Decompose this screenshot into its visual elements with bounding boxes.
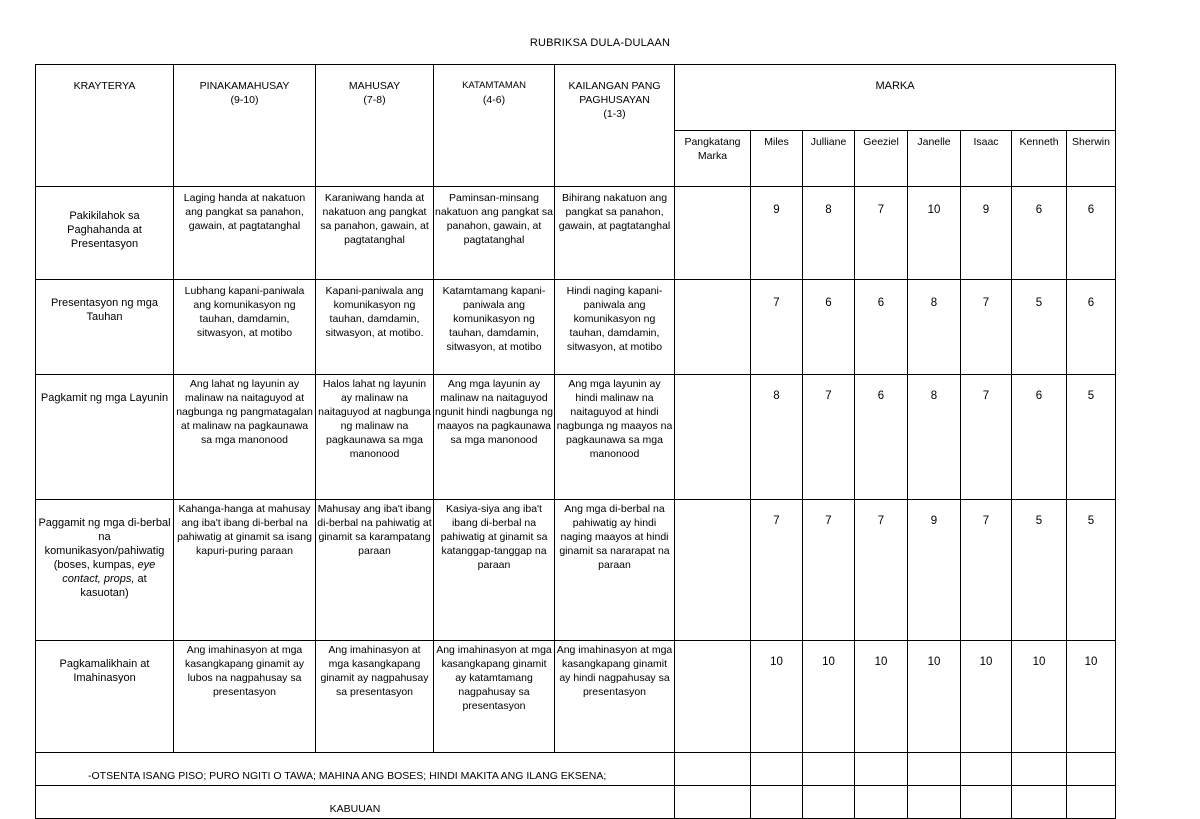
descriptor-cell: Lubhang kapani-paniwala ang komunikasyon ng tauhan, damdamin, sitwasyon, at motibo xyxy=(174,280,316,375)
score-cell: 5 xyxy=(1067,500,1116,641)
score-cell: 8 xyxy=(908,280,961,375)
descriptor-cell: Halos lahat ng layunin ay malinaw na naitaguyod at nagbunga ng malinaw na pagkaunawa sa mga manonood xyxy=(316,375,434,500)
score-cell: 6 xyxy=(1012,187,1067,280)
score-cell: 7 xyxy=(855,500,908,641)
criterion-cell: Presentasyon ng mga Tauhan xyxy=(36,280,174,375)
score-cell: 5 xyxy=(1012,500,1067,641)
student-header: Kenneth xyxy=(1012,131,1067,187)
descriptor-cell: Kasiya-siya ang iba't ibang di-berbal na pahiwatig at ginamit sa katanggap-tanggap na paraan xyxy=(434,500,555,641)
score-cell: 8 xyxy=(803,187,855,280)
descriptor-cell: Ang imahinasyon at mga kasangkapang ginamit ay nagpahusay sa presentasyon xyxy=(316,641,434,753)
score-cell: 7 xyxy=(803,375,855,500)
level-header-katamtaman: KATAMTAMAN (4-6) xyxy=(434,65,555,187)
score-cell: 9 xyxy=(961,187,1012,280)
total-row xyxy=(36,786,1116,819)
student-header: Geeziel xyxy=(855,131,908,187)
empty-cell xyxy=(1067,753,1116,786)
level-header-kailangan: KAILANGAN PANG PAGHUSAYAN (1-3) xyxy=(555,65,675,187)
score-cell: 10 xyxy=(908,641,961,753)
score-cell: 6 xyxy=(1067,280,1116,375)
score-cell: 6 xyxy=(855,375,908,500)
criterion-cell: Pakikilahok sa Paghahanda at Presentasyon xyxy=(36,187,174,280)
descriptor-cell: Ang mga layunin ay malinaw na naitaguyod ngunit hindi nagbunga ng maayos na pagkaunawa sa mga manonood xyxy=(434,375,555,500)
group-score-cell xyxy=(675,500,751,641)
level-header-pinakamahusay: PINAKAMAHUSAY (9-10) xyxy=(174,65,316,187)
table-row xyxy=(36,500,1116,641)
score-cell: 10 xyxy=(1067,641,1116,753)
descriptor-cell: Karaniwang handa at nakatuon ang pangkat sa panahon, gawain, at pagtatanghal xyxy=(316,187,434,280)
table-row xyxy=(36,641,1116,753)
score-cell: 6 xyxy=(803,280,855,375)
score-cell: 7 xyxy=(961,280,1012,375)
page-title: RUBRIKSA DULA-DULAAN xyxy=(529,37,671,49)
score-cell: 5 xyxy=(1012,280,1067,375)
descriptor-cell: Kahanga-hanga at mahusay ang iba't ibang di-berbal na pahiwatig at ginamit sa isang kapuri-puring paraan xyxy=(174,500,316,641)
total-label: KABUUAN xyxy=(36,786,675,819)
empty-cell xyxy=(961,753,1012,786)
descriptor-cell: Laging handa at nakatuon ang pangkat sa panahon, gawain, at pagtatanghal xyxy=(174,187,316,280)
empty-cell xyxy=(908,753,961,786)
score-cell: 6 xyxy=(1012,375,1067,500)
descriptor-cell: Kapani-paniwala ang komunikasyon ng tauhan, damdamin, sitwasyon, at motibo. xyxy=(316,280,434,375)
score-cell: 9 xyxy=(751,187,803,280)
group-score-header: Pangkatang Marka xyxy=(675,131,751,187)
criteria-header: KRAYTERYA xyxy=(36,65,174,187)
empty-cell xyxy=(1067,786,1116,819)
descriptor-cell: Ang mga layunin ay hindi malinaw na naitaguyod at hindi nagbunga ng maayos na pagkaunawa sa mga manonood xyxy=(555,375,675,500)
score-cell: 10 xyxy=(803,641,855,753)
header-row xyxy=(36,65,1116,131)
empty-cell xyxy=(1012,753,1067,786)
descriptor-cell: Ang lahat ng layunin ay malinaw na naitaguyod at nagbunga ng pangmatagalan at malinaw na pagkaunawa sa mga manonood xyxy=(174,375,316,500)
score-cell: 10 xyxy=(961,641,1012,753)
descriptor-cell: Paminsan-minsang nakatuon ang pangkat sa panahon, gawain, at pagtatanghal xyxy=(434,187,555,280)
score-cell: 6 xyxy=(1067,187,1116,280)
note-cell: -OTSENTA ISANG PISO; PURO NGITI O TAWA; MAHINA ANG BOSES; HINDI MAKITA ANG ILANG EKSENA; xyxy=(36,753,675,786)
score-cell: 10 xyxy=(855,641,908,753)
descriptor-cell: Ang mga di-berbal na pahiwatig ay hindi naging maayos at hindi ginamit sa nararapat na paraan xyxy=(555,500,675,641)
empty-cell xyxy=(751,786,803,819)
criterion-cell: Paggamit ng mga di-berbal na komunikasyon/pahiwatig (boses, kumpas, eye contact, props, at kasuotan) xyxy=(36,500,174,641)
criterion-cell: Pagkamalikhain at Imahinasyon xyxy=(36,641,174,753)
empty-cell xyxy=(675,753,751,786)
empty-cell xyxy=(961,786,1012,819)
note-row xyxy=(36,753,1116,786)
student-header: Miles xyxy=(751,131,803,187)
score-cell: 7 xyxy=(855,187,908,280)
score-cell: 7 xyxy=(751,280,803,375)
score-cell: 5 xyxy=(1067,375,1116,500)
student-header: Isaac xyxy=(961,131,1012,187)
descriptor-cell: Mahusay ang iba't ibang di-berbal na pahiwatig at ginamit sa karampatang paraan xyxy=(316,500,434,641)
group-score-cell xyxy=(675,375,751,500)
empty-cell xyxy=(803,753,855,786)
level-header-mahusay: MAHUSAY (7-8) xyxy=(316,65,434,187)
score-cell: 8 xyxy=(751,375,803,500)
score-cell: 6 xyxy=(855,280,908,375)
score-cell: 7 xyxy=(803,500,855,641)
descriptor-cell: Ang imahinasyon at mga kasangkapang ginamit ay katamtamang nagpahusay sa presentasyon xyxy=(434,641,555,753)
empty-cell xyxy=(855,753,908,786)
table-row xyxy=(36,187,1116,280)
empty-cell xyxy=(855,786,908,819)
student-header: Janelle xyxy=(908,131,961,187)
empty-cell xyxy=(803,786,855,819)
table-row xyxy=(36,375,1116,500)
empty-cell xyxy=(751,753,803,786)
descriptor-cell: Katamtamang kapani-paniwala ang komunikasyon ng tauhan, damdamin, sitwasyon, at motibo xyxy=(434,280,555,375)
descriptor-cell: Hindi naging kapani-paniwala ang komunikasyon ng tauhan, damdamin, sitwasyon, at motibo xyxy=(555,280,675,375)
score-cell: 7 xyxy=(961,500,1012,641)
score-cell: 10 xyxy=(751,641,803,753)
descriptor-cell: Ang imahinasyon at mga kasangkapang ginamit ay hindi nagpahusay sa presentasyon xyxy=(555,641,675,753)
student-header: Julliane xyxy=(803,131,855,187)
group-score-cell xyxy=(675,280,751,375)
score-cell: 9 xyxy=(908,500,961,641)
group-score-cell xyxy=(675,641,751,753)
empty-cell xyxy=(908,786,961,819)
score-cell: 8 xyxy=(908,375,961,500)
empty-cell xyxy=(1012,786,1067,819)
descriptor-cell: Ang imahinasyon at mga kasangkapang ginamit ay lubos na nagpahusay sa presentasyon xyxy=(174,641,316,753)
score-cell: 7 xyxy=(961,375,1012,500)
score-cell: 7 xyxy=(751,500,803,641)
descriptor-cell: Bihirang nakatuon ang pangkat sa panahon, gawain, at pagtatanghal xyxy=(555,187,675,280)
empty-cell xyxy=(675,786,751,819)
score-cell: 10 xyxy=(908,187,961,280)
rubric-table xyxy=(35,64,1116,819)
marka-header: MARKA xyxy=(675,65,1116,131)
group-score-cell xyxy=(675,187,751,280)
student-header: Sherwin xyxy=(1067,131,1116,187)
score-cell: 10 xyxy=(1012,641,1067,753)
criterion-cell: Pagkamit ng mga Layunin xyxy=(36,375,174,500)
table-row xyxy=(36,280,1116,375)
